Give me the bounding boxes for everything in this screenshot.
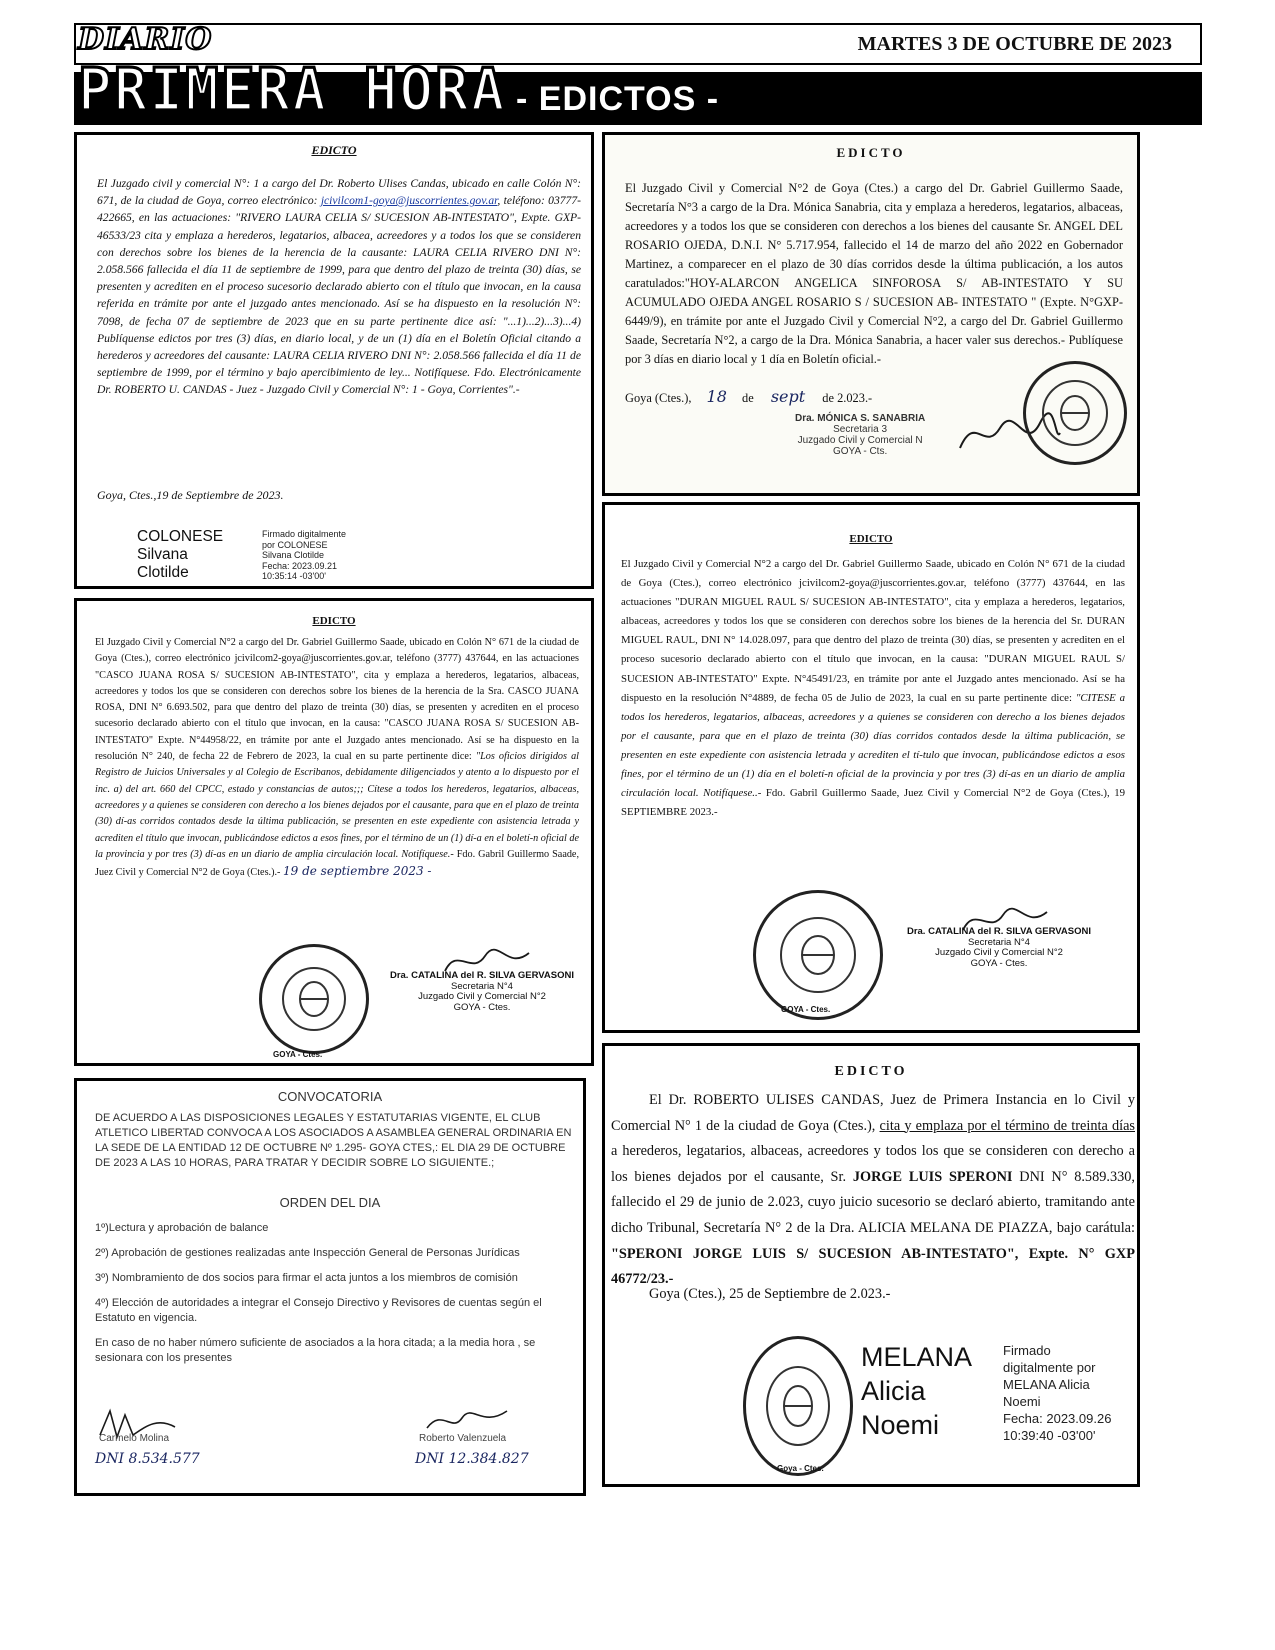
coat-of-arms-icon bbox=[1042, 380, 1108, 446]
closing-text: de 2.023.- bbox=[822, 391, 873, 405]
stamp-line: GOYA - Ctes. bbox=[453, 1001, 511, 1013]
sig-meta-line: Fecha: 2023.09.26 bbox=[1003, 1411, 1112, 1426]
body-text: Fdo. Gabril Guillermo Saade, Juez Civil y Comercial N°2 de Goya (Ctes.), 19 SEPTIEMBRE 2023.- bbox=[621, 787, 1125, 819]
body-text: DNI N° 8.589.330, fallecido el 29 de junio de 2.023, cuyo juicio sucesorio se declaró abierto, tramitando ante dicho Tribunal, Secretaría N° 2 de la Dra. ALICIA MELANA DE PIAZZA, bajo carátula: bbox=[611, 1168, 1135, 1236]
edicto-title: EDICTO bbox=[312, 615, 356, 627]
court-seal bbox=[753, 890, 883, 1020]
body-text: El Juzgado Civil y Comercial N°2 a cargo del Dr. Gabriel Guillermo Saade, ubicado en Colón N° 671 de la ciudad de Goya (Ctes.), correo electrónico jcivilcom2-goya@juscorrientes.gov.ar, teléfono (3777) 437644, en las actuaciones "DURAN MIGUEL RAUL S/ SUCESION AB-INTESTATO", cita y emplaza a herederos, legatarios, albaceas, acreedores y todos los que se consideren con derechos sobre los bienes de la herencia del Sr. DURAN MIGUEL RAUL, DNI N° 14.028.097, para que dentro del plazo de treinta (30) días, se presenten y acrediten en el proceso sucesorio declarado abierto con el título que invocan, en la causa: "DURAN MIGUEL RAUL S/ SUCESION AB-INTESTATO" Expte. N°45491/23, en trámite por ante el Juzgado antes mencionado. Así se ha dispuesto en la resolución N°4889, de fecha 05 de Julio de 2023, la cual en su parte pertinente dice: bbox=[621, 558, 1125, 704]
resolution-quote: "CITESE a todos los herederos, legatarios, albaceas, acreedores y a quienes se consideren con derecho a los bienes dejados por el causante, para que en el plazo de treinta (30) días corridos contados desde la última publicación, se presenten en este expediente con asistencia letrada y acrediten el tí-tulo que invocan, publicándose edictos a esos fines, por el término de un (1) día en el boletí-n oficial de la provincia y por tres (3) dí-as en un diario de amplia circulación local. Notifíquese..- bbox=[621, 691, 1125, 800]
body-text: , teléfono: 03777-422665, en las actuaciones: "RIVERO LAURA CELIA S/ SUCESION AB-INTESTATO", Expte. GXP- 46533/23 cita y emplaza a herederos, legatarios, albacea, acreedores y a todos los que se consideren con derechos sobre los bienes de la herencia de la causante: LAURA CELIA RIVERO DNI N°: 2.058.566 fallecida el día 11 de septiembre de 1999, para que dentro del plazo de treinta (30) días, se presenten y acrediten en el proceso sucesorio declarado abierto con el título que invocan, en la causa referida en trámite por ante el juzgado antes mencionado. Así se ha dispuesto en la resolución N°: 7098, de fecha 07 de septiembre de 2023 que en su parte pertinente dice así: "...1)...2)...3)...4) Publíquense edictos por tres (3) días, en diario local, y de un (1) día en el Boletín Oficial citando a herederos y acreedores del causante: LAURA CELIA RIVERO DNI N°: 2.058.566 fallecida el día 11 de septiembre de 1999, por el término y bajo apercibimiento de ley... Notifíquese. Fdo. Electrónicamente Dr. ROBERTO U. CANDAS - Juez - Juzgado Civil y Comercial N°: 1 - Goya, Corrientes".- bbox=[97, 194, 581, 397]
coat-of-arms-icon bbox=[780, 917, 856, 993]
coat-of-arms-icon bbox=[766, 1366, 830, 1446]
body-text: El Dr. ROBERTO ULISES CANDAS, Juez de Primera Instancia en lo Civil y Comercial N° 1 de la ciudad de Goya (Ctes.), bbox=[611, 1092, 1135, 1134]
sig-meta-line: Firmado bbox=[1003, 1343, 1051, 1358]
seal-caption: GOYA - Ctes. bbox=[273, 1050, 323, 1059]
orden-del-dia-title: ORDEN DEL DIA bbox=[279, 1195, 381, 1210]
stamp-line: Dra. MÓNICA S. SANABRIA bbox=[795, 413, 926, 424]
edicto-body bbox=[95, 635, 579, 881]
stamp-line: GOYA - Cts. bbox=[832, 446, 888, 457]
convocatoria-note: En caso de no haber número suficiente de asociados a la hora citada; a la media hora , se sesionara con los presentes bbox=[95, 1337, 536, 1364]
signer-name-line: Noemi bbox=[861, 1410, 940, 1440]
signer-name-line: Alicia bbox=[861, 1376, 926, 1406]
court-seal bbox=[259, 944, 369, 1054]
stamp-line: Juzgado Civil y Comercial N bbox=[797, 435, 923, 446]
sig-meta-line: MELANA Alicia bbox=[1003, 1377, 1090, 1392]
handwritten-month: sept bbox=[770, 387, 806, 406]
list-item: 3º) Nombramiento de dos socios para firmar el acta juntos a los miembros de comisión bbox=[95, 1272, 518, 1284]
issue-date: MARTES 3 DE OCTUBRE DE 2023 bbox=[857, 33, 1172, 55]
signer-name bbox=[137, 528, 223, 582]
sig-meta-line: Fecha: 2023.09.21 bbox=[262, 560, 338, 571]
edicto-duran bbox=[602, 502, 1140, 1033]
signer-name-line: MELANA bbox=[861, 1342, 973, 1372]
orden-del-dia-list bbox=[95, 1221, 565, 1366]
signature-metadata bbox=[262, 529, 346, 582]
edicto-body bbox=[611, 1088, 1135, 1293]
edicto-title: EDICTO bbox=[311, 143, 357, 157]
sig-meta-line: Noemi bbox=[1003, 1394, 1041, 1409]
sig-meta-line: por COLONESE bbox=[262, 539, 328, 550]
stamp-line: GOYA - Ctes. bbox=[970, 957, 1028, 969]
edicto-title: EDICTO bbox=[849, 533, 893, 545]
body-text: a herederos, legatarios, albaceas, acreedores y todos los que se consideren con derecho a los bienes dejados por el causante, Sr. bbox=[611, 1143, 1135, 1185]
secretary-stamp bbox=[377, 971, 587, 1013]
signer-name bbox=[861, 1340, 972, 1442]
closing-text: de bbox=[742, 391, 754, 405]
secretary-stamp bbox=[889, 927, 1109, 969]
edicto-body bbox=[97, 175, 581, 399]
closing-text: Goya (Ctes.), bbox=[625, 391, 692, 405]
seal-caption: GOYA - Ctes. bbox=[781, 1005, 831, 1014]
court-seal bbox=[743, 1336, 853, 1476]
edicto-speroni bbox=[602, 1043, 1140, 1487]
edicto-title: EDICTO bbox=[834, 1064, 908, 1079]
sig-meta-line: 10:39:40 -03'00' bbox=[1003, 1428, 1096, 1443]
causante-name: JORGE LUIS SPERONI bbox=[852, 1168, 1013, 1185]
resolution-quote: "Los oficios dirigidos al Registro de Juicios Universales y al Colegio de Escribanos, debidamente diligenciados y atento a lo dispuesto por el inc. a) del art. 660 del CPCC, estado y constancias de autos;;; Cítese a todos los herederos, legatarios, albaceas, acreedores y a quienes se consideren con derecho a los bienes dejados por el causante, para que en el plazo de treinta (30) dí-as corridos contados desde la última publicación, se presenten en este expediente con asistencia letrada y acrediten el título que invocan, publicándose edictos a esos fines, por el término de un (1) dí-a en el boletí-n oficial de la provincia y por tres (3) dí-as en un diario de amplia circulación local. Notifíquese.- bbox=[95, 751, 579, 860]
stamp-line: Juzgado Civil y Comercial N°2 bbox=[418, 991, 546, 1002]
stamp-line: Secretaria N°4 bbox=[451, 980, 513, 992]
body-text: El Juzgado Civil y Comercial N°2 a cargo del Dr. Gabriel Guillermo Saade, ubicado en Colón N° 671 de la ciudad de Goya (Ctes.), correo electrónico jcivilcom2-goya@juscorrientes.gov.ar, teléfono (3777) 437644, en las actuaciones "CASCO JUANA ROSA S/ SUCESION AB-INTESTATO", cita y emplaza a herederos, legatarios, albaceas, acreedores y todos los que se consideren con derechos sobre los bienes de la herencia de la Sra. CASCO JUANA ROSA, DNI N° 6.693.502, para que dentro del plazo de treinta (30) días, se presenten y acrediten en el proceso sucesorio declarado abierto con el título que invocan, en la causa: "CASCO JUANA ROSA S/ SUCESION AB-INTESTATO" Expte. N°44958/22, en trámite por ante el Juzgado antes mencionado. Así se ha dispuesto en la resolución N° 240, de fecha 22 de Febrero de 2023, la cual en su parte pertinente dice: bbox=[95, 637, 579, 763]
edicto-ojeda bbox=[602, 132, 1140, 496]
signer-dni: DNI 12.384.827 bbox=[415, 1451, 529, 1467]
body-underlined: cita y emplaza por el término de treinta días bbox=[879, 1117, 1135, 1134]
sig-meta-line: Silvana Clotilde bbox=[262, 550, 325, 560]
edicto-closing bbox=[625, 387, 872, 406]
list-item: 4º) Elección de autoridades a integrar el Consejo Directivo y Revisores de cuentas según el Estatuto en vigencia. bbox=[95, 1297, 542, 1324]
convocatoria-title: CONVOCATORIA bbox=[277, 1089, 383, 1104]
convocatoria-intro: DE ACUERDO A LAS DISPOSICIONES LEGALES Y ESTATUTARIAS VIGENTE, EL CLUB ATLETICO LIBERTAD CONVOCA A LOS ASOCIADOS A ASAMBLEA GENERAL ORDINARIA EN LA SEDE DE LA ENTIDAD 12 DE OCTUBRE Nº 1.295- GOYA CTES,: EL DIA 29 DE OCTUBRE DE 2023 A LAS 10 HORAS, PARA TRATAR Y DECIDIR SOBRE LO SIGUIENTE.; bbox=[95, 1112, 572, 1169]
secretary-stamp bbox=[795, 413, 925, 457]
body-text: Fdo. Gabril Guillermo Saade, Juez Civil y Comercial N°2 de Goya (Ctes.).- bbox=[95, 848, 580, 879]
convocatoria-libertad bbox=[74, 1078, 586, 1496]
list-item: 2º) Aprobación de gestiones realizadas ante Inspección General de Personas Jurídicas bbox=[95, 1247, 520, 1259]
masthead-diario: DIARIO bbox=[78, 22, 213, 57]
signer-name-line: Clotilde bbox=[137, 564, 189, 581]
court-seal bbox=[1023, 361, 1127, 465]
sig-meta-line: Firmado digitalmente bbox=[262, 529, 347, 539]
sig-meta-line: digitalmente por bbox=[1003, 1360, 1096, 1375]
caratula: "SPERONI JORGE LUIS S/ SUCESION AB-INTESTATO", Expte. N° GXP 46772/23.- bbox=[611, 1245, 1135, 1288]
handwritten-date: 19 de septiembre 2023 - bbox=[282, 864, 432, 879]
seal-caption: Goya - Ctes. bbox=[777, 1464, 824, 1473]
email-link[interactable]: jcivilcom1-goya@juscorrientes.gov.ar bbox=[320, 194, 498, 208]
edicto-closing: Goya, Ctes.,19 de Septiembre de 2023. bbox=[97, 488, 284, 502]
stamp-line: Dra. CATALINA del R. SILVA GERVASONI bbox=[389, 970, 575, 981]
edicto-body bbox=[621, 555, 1125, 822]
masthead-title: PRIMERA HORA bbox=[78, 56, 507, 125]
list-item: 1º)Lectura y aprobación de balance bbox=[95, 1222, 269, 1234]
signature-metadata bbox=[1003, 1342, 1111, 1444]
signer-name-line: COLONESE bbox=[137, 528, 224, 545]
signer-name: Carmelo Molina bbox=[99, 1433, 170, 1444]
stamp-line: Secretaria 3 bbox=[833, 424, 888, 435]
stamp-line: Secretaria N°4 bbox=[968, 936, 1030, 948]
handwritten-day: 18 bbox=[706, 387, 727, 406]
edicto-closing: Goya (Ctes.), 25 de Septiembre de 2.023.- bbox=[649, 1286, 891, 1302]
digital-signature bbox=[137, 528, 223, 582]
edicto-casco bbox=[74, 598, 594, 1066]
signer-name: Roberto Valenzuela bbox=[419, 1433, 507, 1444]
edicto-rivero bbox=[74, 132, 594, 589]
signer-dni: DNI 8.534.577 bbox=[95, 1451, 200, 1467]
stamp-line: Juzgado Civil y Comercial N°2 bbox=[935, 947, 1063, 958]
body-text: El Juzgado civil y comercial N°: 1 a cargo del Dr. Roberto Ulises Candas, ubicado en calle Colón N°: 671, de la ciudad de Goya, correo electrónico: bbox=[97, 177, 581, 208]
sig-meta-line: 10:35:14 -03'00' bbox=[262, 571, 326, 581]
edicto-title: EDICTO bbox=[836, 145, 906, 160]
coat-of-arms-icon bbox=[282, 967, 346, 1031]
stamp-line: Dra. CATALINA del R. SILVA GERVASONI bbox=[906, 926, 1092, 937]
edicto-body: El Juzgado Civil y Comercial N°2 de Goya (Ctes.) a cargo del Dr. Gabriel Guillermo Saade, Secretaría N°3 a cargo de la Dra. Mónica Sanabria, cita y emplaza a herederos, legatarios, albaceas, acreedores y a todos los que se consideren con derechos a los bienes del causante Sr. ANGEL DEL ROSARIO OJEDA, D.N.I. N° 5.717.954, fallecido el 14 de marzo del año 2022 en Gobernador Martinez, a comparecer en el plazo de 30 días corridos desde la última publicación, a los autos caratulados:"HOY-ALARCON ANGELICA SINFOROSA S/ AB-INTESTATO Y SU ACUMULADO OJEDA ANGEL ROSARIO S / SUCESION AB- INTESTATO " (Expte. N°GXP-6449/9), en trámite por ante el Juzgado Civil y Comercial N°2, a cargo del Dr. Gabriel Guillermo Saade, Secretaría N°2, a cargo de la Dra. Mónica Sanabria, a hacer valer sus derechos.- Publíquese por 3 días en diario local y 1 día en Boletín oficial.- bbox=[625, 181, 1123, 366]
signer-name-line: Silvana bbox=[137, 546, 188, 563]
section-title: - EDICTOS - bbox=[516, 80, 720, 118]
